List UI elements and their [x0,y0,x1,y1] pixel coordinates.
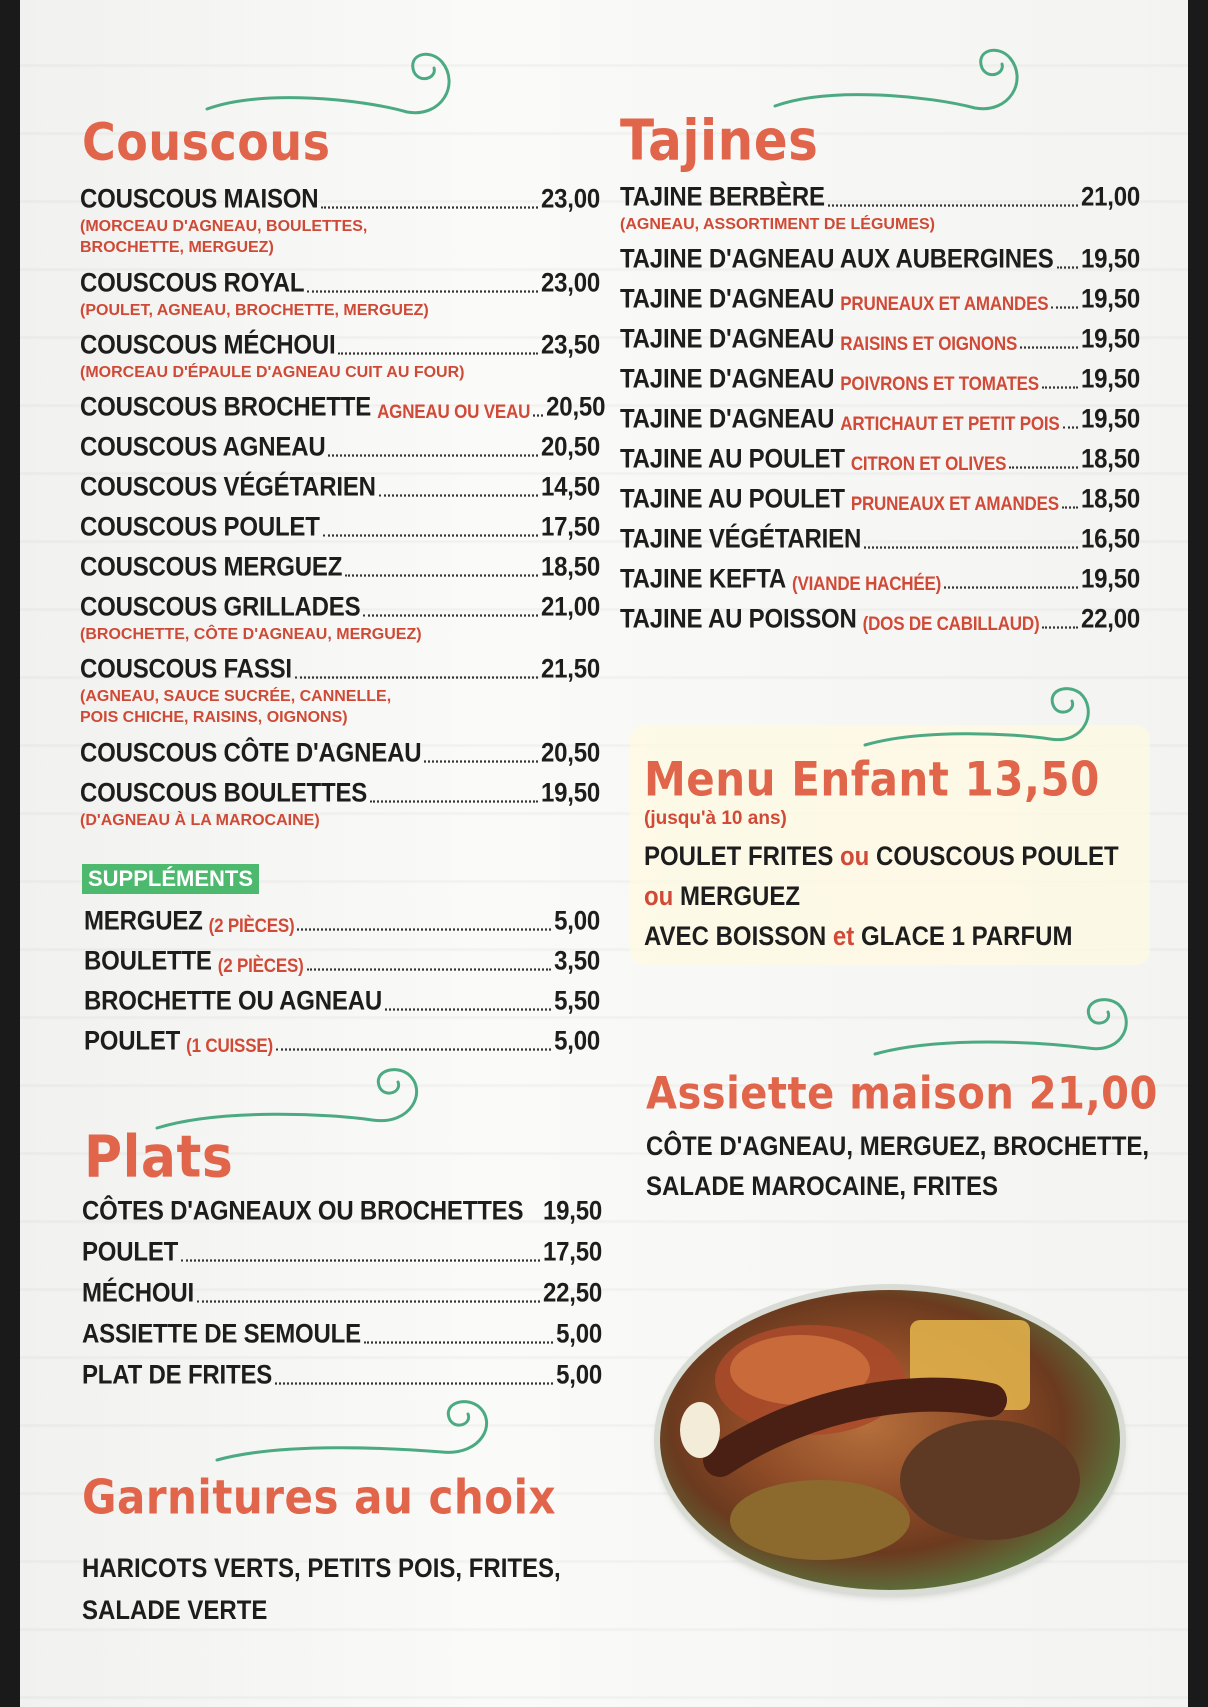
couscous-item-name: COUSCOUS FASSI [80,654,292,685]
tajine-item [620,564,1140,595]
plat-item-row [82,1319,602,1350]
couscous-item-row [80,738,600,769]
garnitures-line-2: SALADE VERTE [82,1596,268,1626]
supplement-item-name: BOULETTE [84,946,212,977]
couscous-item-dots [370,800,538,802]
menu-enfant-subtitle: (jusqu'à 10 ans) [644,808,787,829]
tajine-item-dots [944,586,1078,588]
supplement-item-dots [297,928,551,930]
couscous-item [80,268,600,321]
couscous-item-dots [345,574,538,576]
tajine-item-note: PRUNEAUX ET AMANDES [840,292,1049,315]
menu-enfant-line-2: ou MERGUEZ [644,882,800,912]
menu-enfant-title: Menu Enfant 13,50 [644,752,1100,807]
plat-item-name: CÔTES D'AGNEAUX OU BROCHETTES [82,1196,524,1227]
tajine-item-dots [1042,626,1078,628]
couscous-item [80,738,600,769]
tajine-item-name: TAJINE D'AGNEAU [620,284,835,315]
tajine-item [620,524,1140,555]
couscous-item-price: 23,00 [540,184,600,215]
tajine-item [620,484,1140,515]
tajine-item-name: TAJINE AU POISSON [620,604,857,635]
plat-item-row [82,1237,602,1268]
tajine-item-price: 19,50 [1080,564,1140,595]
couscous-item-row [80,432,600,463]
couscous-item-row [80,552,600,583]
garnitures-title: Garnitures au choix [82,1470,557,1525]
couscous-item-price: 23,00 [540,268,600,299]
couscous-item-dots [328,454,537,456]
supplement-item [84,986,600,1017]
supplement-item-price: 5,00 [554,1026,600,1057]
plat-item-dots [197,1300,540,1302]
tajine-item-name: TAJINE D'AGNEAU [620,324,835,355]
tajine-item-dots [828,204,1078,206]
couscous-item [80,330,600,383]
tajine-item-name: TAJINE D'AGNEAU [620,364,835,395]
couscous-item-description-line: POIS CHICHE, RAISINS, OIGNONS) [80,709,348,726]
couscous-item-name: COUSCOUS POULET [80,512,320,543]
supplement-item [84,1026,600,1057]
tajine-item-dots [1020,346,1078,348]
couscous-item-row [80,592,600,623]
supplement-item-note: (2 PIÈCES) [217,954,304,977]
plat-item-row [82,1196,602,1227]
plat-item-dots [275,1382,553,1384]
couscous-item-dots [321,206,538,208]
tajine-item-price: 16,50 [1080,524,1140,555]
left-column [62,0,606,1707]
tajine-item-row [620,444,1140,475]
couscous-item-dots [533,414,543,416]
tajine-item [620,244,1140,275]
menu-enfant-line-3: AVEC BOISSON et GLACE 1 PARFUM [644,922,1073,952]
tajine-item-row [620,284,1140,315]
couscous-item-price: 21,00 [540,592,600,623]
couscous-item-row [80,184,600,215]
couscous-item-name: COUSCOUS BROCHETTE [80,392,372,423]
plat-item-price: 17,50 [542,1237,602,1268]
tajine-item [620,404,1140,435]
tajine-item-price: 18,50 [1080,444,1140,475]
couscous-item [80,654,600,728]
couscous-item-dots [379,494,538,496]
supplement-item-dots [276,1048,551,1050]
tajine-item-dots [1042,386,1078,388]
supplement-item-name: MERGUEZ [84,906,203,937]
tajine-item-price: 19,50 [1080,244,1140,275]
couscous-item-description [80,362,600,383]
tajine-item-name: TAJINE KEFTA [620,564,787,595]
tajine-item-name: TAJINE D'AGNEAU [620,404,835,435]
plat-item-name: PLAT DE FRITES [82,1360,273,1391]
tajine-item-note: RAISINS ET OIGNONS [840,332,1018,355]
tajine-item-price: 19,50 [1080,364,1140,395]
couscous-item-description [80,300,600,321]
couscous-item-description [80,624,600,645]
couscous-item-note: AGNEAU OU VEAU [377,400,531,423]
swirl-ornament-enfant [860,675,1100,755]
couscous-item [80,552,600,583]
couscous-item-dots [424,760,538,762]
supplement-item-dots [385,1008,551,1010]
couscous-item-name: COUSCOUS ROYAL [80,268,305,299]
plat-item-name: ASSIETTE DE SEMOULE [82,1319,361,1350]
supplement-item-price: 5,50 [554,986,600,1017]
couscous-item [80,432,600,463]
supplement-item-price: 3,50 [554,946,600,977]
couscous-item-description-line: (MORCEAU D'AGNEAU, BOULETTES, [80,218,368,235]
supplement-item-row [84,986,600,1017]
tajine-item [620,324,1140,355]
couscous-item [80,778,600,831]
plat-item-row [82,1360,602,1391]
couscous-item-name: COUSCOUS GRILLADES [80,592,361,623]
tajine-item-name: TAJINE AU POULET [620,484,845,515]
plat-item [82,1237,602,1268]
plat-item [82,1278,602,1309]
tajine-item-name: TAJINE D'AGNEAU AUX AUBERGINES [620,244,1054,275]
couscous-item-price: 20,50 [546,392,606,423]
tajine-item-note: (VIANDE HACHÉE) [792,572,942,595]
tajine-item-note: (DOS DE CABILLAUD) [862,612,1040,635]
tajine-item-price: 18,50 [1080,484,1140,515]
couscous-item-description-line: (AGNEAU, SAUCE SUCRÉE, CANNELLE, [80,688,392,705]
supplement-item-name: BROCHETTE OU AGNEAU [84,986,382,1017]
couscous-item-name: COUSCOUS MAISON [80,184,319,215]
couscous-item-row [80,268,600,299]
couscous-item-price: 21,50 [540,654,600,685]
couscous-item-price: 19,50 [540,778,600,809]
assiette-line-1: CÔTE D'AGNEAU, MERGUEZ, BROCHETTE, [646,1132,1150,1162]
couscous-item-name: COUSCOUS AGNEAU [80,432,326,463]
plats-title: Plats [84,1124,234,1192]
assiette-platter-photo [660,1290,1120,1590]
tajine-item-row [620,324,1140,355]
plat-item [82,1319,602,1350]
tajine-item-row [620,604,1140,635]
tajine-item-dots [864,546,1078,548]
couscous-item-name: COUSCOUS CÔTE D'AGNEAU [80,738,422,769]
tajine-item-price: 19,50 [1080,284,1140,315]
couscous-item-dots [338,352,537,354]
tajines-title: Tajines [620,108,819,173]
tajine-item-price: 22,00 [1080,604,1140,635]
couscous-item-dots [307,290,538,292]
tajine-item-note: CITRON ET OLIVES [850,452,1007,475]
supplement-item-row [84,946,600,977]
tajine-item [620,364,1140,395]
tajine-item-dots [1051,306,1078,308]
plat-item-price: 22,50 [542,1278,602,1309]
tajine-item-price: 19,50 [1080,324,1140,355]
assiette-title: Assiette maison 21,00 [646,1068,1158,1120]
couscous-item-description [80,686,600,728]
couscous-item [80,392,606,423]
couscous-item-description-line: (BROCHETTE, CÔTE D'AGNEAU, MERGUEZ) [80,626,422,643]
couscous-item-description-line: (MORCEAU D'ÉPAULE D'AGNEAU CUIT AU FOUR) [80,364,465,381]
couscous-item-row [80,472,600,503]
couscous-item-name: COUSCOUS MÉCHOUI [80,330,336,361]
couscous-item-dots [295,676,538,678]
couscous-item-description-line: (D'AGNEAU À LA MAROCAINE) [80,812,320,829]
menu-enfant-line-1: POULET FRITES ou COUSCOUS POULET [644,842,1119,872]
tajine-item-name: TAJINE BERBÈRE [620,182,825,213]
tajine-item [620,284,1140,315]
couscous-item-name: COUSCOUS MERGUEZ [80,552,343,583]
plat-item [82,1360,602,1391]
supplement-item-note: (1 CUISSE) [186,1034,273,1057]
garnitures-line-1: HARICOTS VERTS, PETITS POIS, FRITES, [82,1554,561,1584]
couscous-item-row [80,330,600,361]
tajine-item-row [620,564,1140,595]
couscous-item-price: 23,50 [540,330,600,361]
couscous-item-dots [323,534,538,536]
tajine-item-row [620,364,1140,395]
tajine-item-row [620,244,1140,275]
platter-food-illustration [660,1290,1120,1590]
supplements-badge: SUPPLÉMENTS [82,864,259,894]
couscous-item-row [80,392,606,423]
couscous-item-price: 20,50 [540,738,600,769]
tajine-item-note: PRUNEAUX ET AMANDES [850,492,1059,515]
couscous-item-description [80,216,600,258]
couscous-item-dots [363,614,538,616]
couscous-item-price: 17,50 [540,512,600,543]
tajine-item-name: TAJINE VÉGÉTARIEN [620,524,862,555]
couscous-item-row [80,654,600,685]
couscous-item-description [80,810,600,831]
tajine-item-dots [1063,426,1078,428]
couscous-item-description-line: (POULET, AGNEAU, BROCHETTE, MERGUEZ) [80,302,429,319]
couscous-item-price: 20,50 [540,432,600,463]
couscous-title: Couscous [82,112,331,173]
tajine-item [620,604,1140,635]
couscous-item [80,592,600,645]
tajine-item-row [620,524,1140,555]
supplement-item [84,946,600,977]
plat-item [82,1196,602,1227]
couscous-item-row [80,778,600,809]
supplement-item [84,906,600,937]
couscous-item-price: 18,50 [540,552,600,583]
tajine-item-row [620,404,1140,435]
tajine-item-row [620,484,1140,515]
supplement-item-row [84,906,600,937]
supplement-item-note: (2 PIÈCES) [208,914,295,937]
supplement-item-dots [307,968,551,970]
couscous-item-price: 14,50 [540,472,600,503]
plat-item-price: 19,50 [542,1196,602,1227]
tajine-item-price: 21,00 [1080,182,1140,213]
couscous-item-description-line: BROCHETTE, MERGUEZ) [80,239,274,256]
tajine-item-dots [1009,466,1078,468]
plat-item-row [82,1278,602,1309]
tajine-item-note: ARTICHAUT ET PETIT POIS [840,412,1060,435]
assiette-line-2: SALADE MAROCAINE, FRITES [646,1172,999,1202]
swirl-ornament-assiette [870,990,1140,1070]
tajine-item [620,182,1140,235]
menu-page [20,0,1188,1707]
plat-item-dots [181,1259,540,1261]
tajine-item-price: 19,50 [1080,404,1140,435]
tajine-item-note: POIVRONS ET TOMATES [840,372,1039,395]
plat-item-price: 5,00 [556,1360,602,1391]
supplement-item-row [84,1026,600,1057]
tajine-item-description-line: (AGNEAU, ASSORTIMENT DE LÉGUMES) [620,216,935,233]
tajine-item-dots [1062,506,1078,508]
tajine-item [620,444,1140,475]
tajine-item-row [620,182,1140,213]
tajine-item-dots [1057,266,1078,268]
supplement-item-name: POULET [84,1026,181,1057]
plat-item-name: MÉCHOUI [82,1278,194,1309]
swirl-ornament-garnitures [212,1390,502,1470]
tajine-item-description [620,214,1140,235]
couscous-item [80,184,600,258]
tajine-item-name: TAJINE AU POULET [620,444,845,475]
supplement-item-price: 5,00 [554,906,600,937]
plat-item-price: 5,00 [556,1319,602,1350]
plat-item-dots [364,1341,553,1343]
couscous-item [80,472,600,503]
couscous-item-row [80,512,600,543]
couscous-item [80,512,600,543]
couscous-item-name: COUSCOUS VÉGÉTARIEN [80,472,376,503]
plat-item-name: POULET [82,1237,179,1268]
couscous-item-name: COUSCOUS BOULETTES [80,778,368,809]
